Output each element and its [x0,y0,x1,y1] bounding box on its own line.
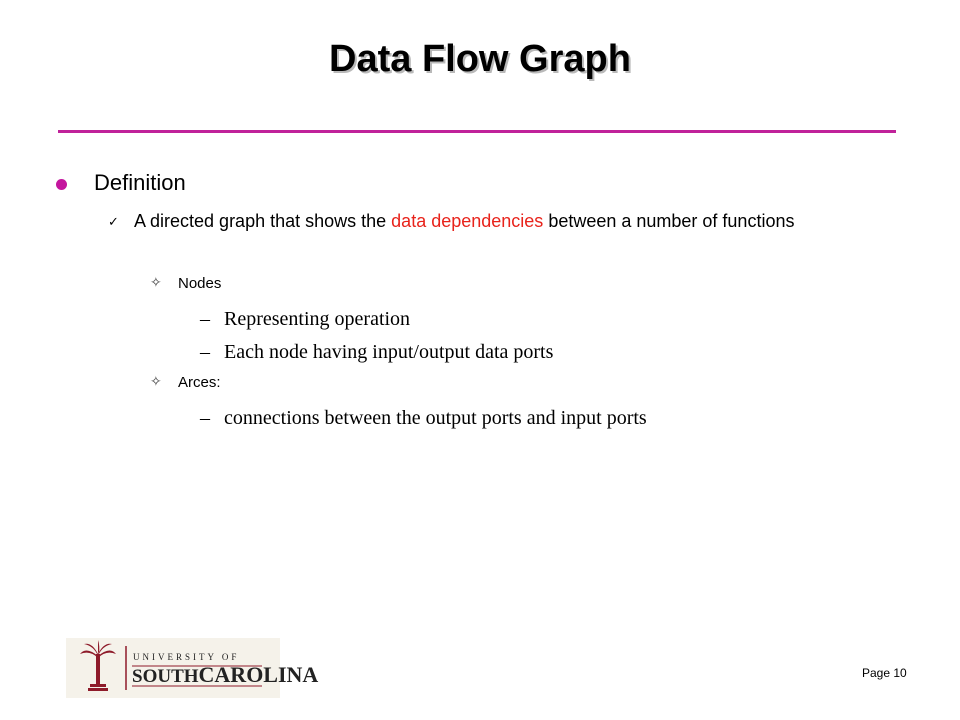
sparkle-bullet-icon: ✧ [150,374,162,390]
definition-label: Definition [94,170,186,195]
dash-bullet: – [200,341,210,363]
checkmark-icon: ✓ [108,215,119,230]
description-post: between a number of functions [543,211,795,231]
description-highlight: data dependencies [391,211,544,231]
dash-bullet: – [200,407,210,429]
nodes-item-text: Each node having input/output data ports [224,341,554,363]
round-bullet-icon [56,179,67,190]
description-text [134,209,896,233]
nodes-item [200,341,553,364]
slide-title: Data Flow Graph [329,38,631,80]
arces-label: Arces: [178,374,221,391]
svg-text:SOUTHCAROLINA: SOUTHCAROLINA [132,662,319,687]
arces-item [200,407,647,430]
page-number: Page 10 [862,666,907,680]
palmetto-logo-icon [66,638,319,698]
title-divider [58,130,896,133]
nodes-item-text: Representing operation [224,308,411,330]
description-pre: A directed graph that shows the [134,211,392,231]
svg-text:UNIVERSITY OF: UNIVERSITY OF [133,652,240,662]
sparkle-bullet-icon: ✧ [150,275,162,291]
nodes-label: Nodes [178,275,222,292]
nodes-item [200,308,410,331]
dash-bullet: – [200,308,210,330]
university-logo [66,638,319,698]
arces-item-text: connections between the output ports and input ports [224,407,647,429]
